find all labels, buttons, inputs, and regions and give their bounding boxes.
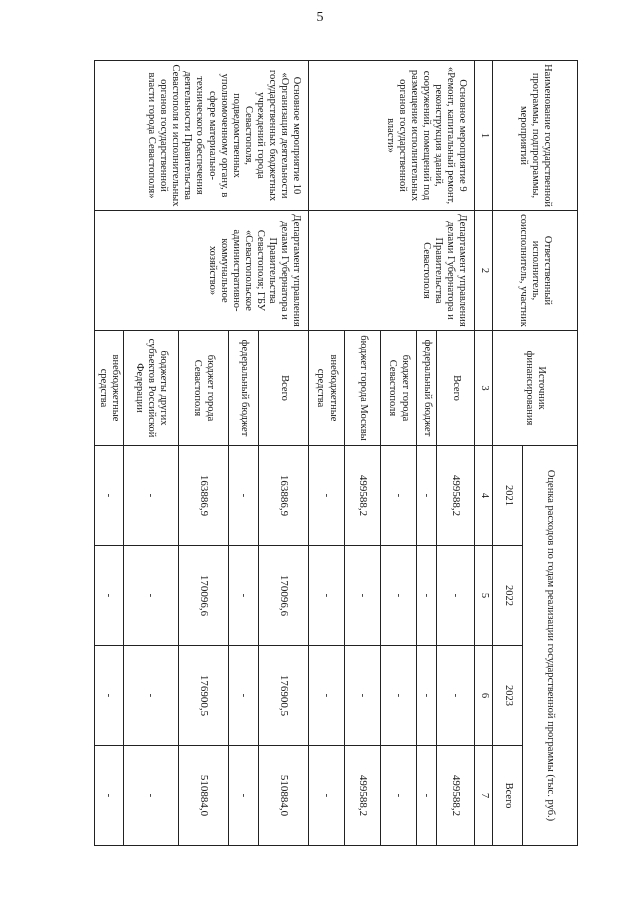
value-cell: -	[309, 446, 345, 546]
header-year-2021: 2021	[493, 446, 523, 546]
value-cell: 163886,9	[259, 446, 309, 546]
value-cell: 499588,2	[437, 446, 475, 546]
header-row	[523, 61, 578, 846]
header-source: Источник финансирования	[493, 331, 578, 446]
value-cell: -	[345, 646, 381, 746]
source-cell: Всего	[259, 331, 309, 446]
index-row	[475, 61, 493, 846]
source-cell: федеральный бюджет	[417, 331, 437, 446]
header-total: Всего	[493, 746, 523, 846]
value-cell: -	[437, 546, 475, 646]
value-cell: 163886,9	[179, 446, 229, 546]
rotated-table-container	[97, 60, 578, 845]
budget-table	[94, 60, 578, 846]
value-cell: -	[229, 446, 259, 546]
header-year-2023: 2023	[493, 646, 523, 746]
value-cell: -	[229, 646, 259, 746]
header-estimate: Оценка расходов по годам реализации государственной программы (тыс. руб.)	[523, 446, 578, 846]
value-cell: -	[309, 646, 345, 746]
index-cell: 5	[475, 546, 493, 646]
header-year-2022: 2022	[493, 546, 523, 646]
value-cell: -	[309, 546, 345, 646]
source-cell: внебюджетные средства	[309, 331, 345, 446]
value-cell: 499588,2	[437, 746, 475, 846]
value-cell: -	[124, 746, 179, 846]
activity-executor: Департамент управления делами Губернатора и Правительства Севастополя	[309, 211, 475, 331]
source-cell: бюджет города Севастополя	[179, 331, 229, 446]
table-row	[259, 61, 309, 846]
value-cell: -	[381, 646, 417, 746]
source-cell: Всего	[437, 331, 475, 446]
value-cell: 510884,0	[259, 746, 309, 846]
source-cell: бюджеты других субъектов Российской Федерации	[124, 331, 179, 446]
value-cell: -	[309, 746, 345, 846]
value-cell: 499588,2	[345, 446, 381, 546]
activity-name: Основное мероприятие 9 «Ремонт, капитальный ремонт, реконструкция зданий, сооружений, помещений под размещение исполнительных органов государственной власти»	[309, 61, 475, 211]
value-cell: 176900,5	[259, 646, 309, 746]
index-cell: 1	[475, 61, 493, 211]
index-cell: 4	[475, 446, 493, 546]
activity-executor: Департамент управления делами Губернатора и Правительства Севастополя; ГБУ «Севастопольское административно-коммунальное хозяйство»	[94, 211, 308, 331]
value-cell: -	[381, 446, 417, 546]
value-cell: -	[437, 646, 475, 746]
value-cell: 170096,6	[259, 546, 309, 646]
table-row	[437, 61, 475, 846]
page-number: 5	[316, 10, 324, 25]
value-cell: 499588,2	[345, 746, 381, 846]
value-cell: 510884,0	[179, 746, 229, 846]
value-cell: -	[124, 446, 179, 546]
value-cell: -	[124, 646, 179, 746]
value-cell: -	[94, 446, 123, 546]
value-cell: -	[229, 546, 259, 646]
header-executor: Ответственный исполнитель, соисполнитель, участник	[493, 211, 578, 331]
value-cell: -	[417, 546, 437, 646]
value-cell: 176900,5	[179, 646, 229, 746]
value-cell: -	[417, 646, 437, 746]
source-cell: федеральный бюджет	[229, 331, 259, 446]
value-cell: -	[94, 646, 123, 746]
source-cell: бюджет города Севастополя	[381, 331, 417, 446]
value-cell: 170096,6	[179, 546, 229, 646]
value-cell: -	[229, 746, 259, 846]
value-cell: -	[345, 546, 381, 646]
header-name: Наименование государственной программы, подпрограммы, мероприятий	[493, 61, 578, 211]
source-cell: внебюджетные средства	[94, 331, 123, 446]
value-cell: -	[94, 746, 123, 846]
source-cell: бюджет города Москвы	[345, 331, 381, 446]
index-cell: 3	[475, 331, 493, 446]
activity-name: Основное мероприятие 10 «Организация деятельности государственных бюджетных учреждений города Севастополя, подведомственных уполномоченному органу, в сфере материально-технического обеспечения деятельности Правительства Севастополя и исполнительных органов государственной власти города Севастополя»	[94, 61, 308, 211]
value-cell: -	[417, 746, 437, 846]
value-cell: -	[124, 546, 179, 646]
index-cell: 6	[475, 646, 493, 746]
value-cell: -	[417, 446, 437, 546]
value-cell: -	[381, 546, 417, 646]
value-cell: -	[381, 746, 417, 846]
index-cell: 7	[475, 746, 493, 846]
index-cell: 2	[475, 211, 493, 331]
value-cell: -	[94, 546, 123, 646]
